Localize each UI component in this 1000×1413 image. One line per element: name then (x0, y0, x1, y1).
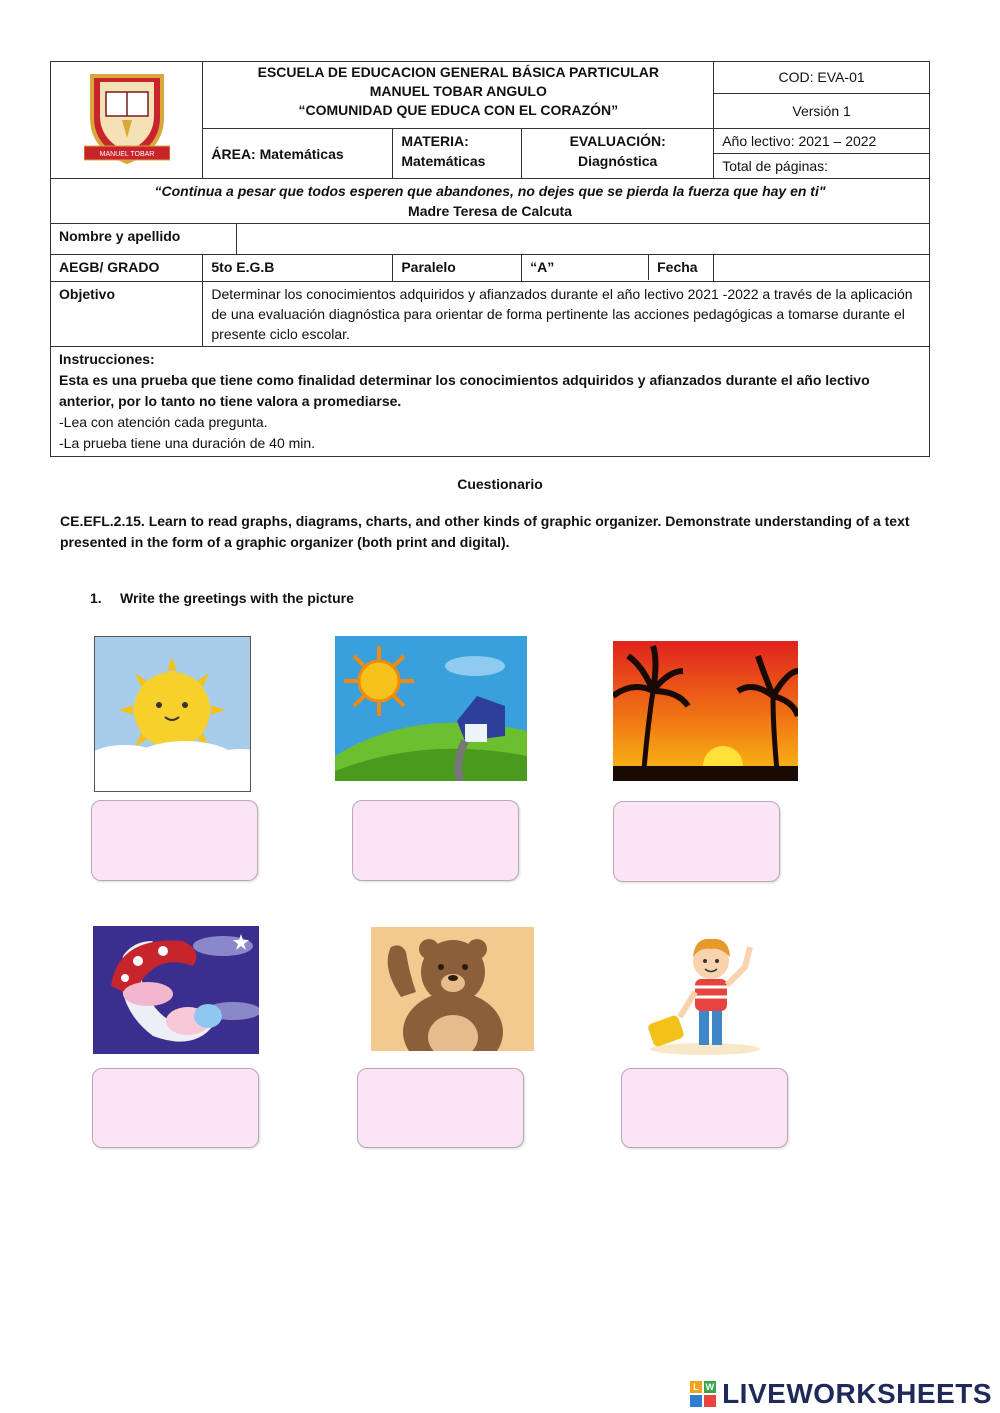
liveworksheets-brand (690, 1378, 992, 1410)
question-1-title (90, 590, 354, 606)
logo-banner-text: MANUEL TOBAR (99, 150, 155, 158)
school-logo (84, 70, 170, 166)
instrucciones-bold: Esta es una prueba que tiene como finalidad determinar los conocimientos adquiridos y afianzados durante el año lectivo anterior, por lo tanto no tiene valora a promediarse. (59, 372, 870, 409)
quote-text: “Continua a pesar que todos esperen que abandones, no dejes que se pierda la fuerza que hay en ti" (154, 183, 826, 199)
objetivo-label: Objetivo (51, 282, 203, 347)
picture-boy-goodbye (645, 927, 767, 1055)
doc-code: COD: EVA-01 (714, 62, 929, 94)
competence-text: CE.EFL.2.15. Learn to read graphs, diagrams, charts, and other kinds of graphic organizer. Demonstrate understanding of a text presented in the form of a graphic organizer (both print and digital). (60, 513, 910, 550)
picture-morning-sun (94, 636, 251, 792)
answer-box-6[interactable] (621, 1068, 788, 1148)
liveworksheets-wordmark: LIVEWORKSHEETS (722, 1378, 992, 1409)
quote-cell (51, 179, 930, 224)
section-title: Cuestionario (457, 476, 543, 492)
evaluacion-value: Diagnóstica (577, 153, 658, 169)
school-name-cell (203, 62, 714, 129)
area-cell (203, 129, 393, 179)
instruccion-2: -La prueba tiene una duración de 40 min. (59, 435, 316, 451)
picture-afternoon-house (335, 636, 527, 781)
picture-night-moon (93, 926, 259, 1054)
answer-box-3[interactable] (613, 801, 780, 882)
answer-box-5[interactable] (357, 1068, 524, 1148)
materia-value: Matemáticas (401, 153, 486, 169)
paralelo-label: Paralelo (393, 255, 522, 282)
materia-label: MATERIA: (401, 133, 469, 149)
evaluacion-label: EVALUACIÓN: (569, 133, 666, 149)
instrucciones-cell (51, 347, 930, 457)
question-1-text: Write the greetings with the picture (120, 590, 354, 606)
paralelo-value: “A” (522, 255, 649, 280)
answer-box-2[interactable] (352, 800, 519, 881)
instrucciones-label: Instrucciones: (59, 351, 155, 367)
nombre-label: Nombre y apellido (51, 224, 237, 255)
area-label: ÁREA: Matemáticas (211, 145, 344, 162)
evaluacion-cell (522, 129, 714, 179)
fecha-label: Fecha (657, 259, 698, 275)
materia-cell (393, 129, 522, 179)
doc-version: Versión 1 (792, 103, 851, 119)
nombre-field[interactable] (236, 224, 929, 255)
paralelo-fecha-cell (522, 255, 714, 282)
total-paginas: Total de páginas: (714, 154, 930, 179)
fecha-field[interactable] (714, 255, 930, 282)
school-name-line1: ESCUELA DE EDUCACION GENERAL BÁSICA PARTICULAR (257, 64, 659, 80)
header-table (50, 61, 930, 457)
answer-box-4[interactable] (92, 1068, 259, 1148)
doc-code-cell (714, 62, 930, 129)
question-1-number: 1. (90, 590, 102, 606)
school-name-line2: MANUEL TOBAR ANGULO (369, 83, 547, 99)
grado-value: 5to E.G.B (203, 255, 393, 282)
answer-box-1[interactable] (91, 800, 258, 881)
school-motto: “COMUNIDAD QUE EDUCA CON EL CORAZÓN” (298, 102, 619, 118)
quote-author: Madre Teresa de Calcuta (408, 203, 572, 219)
instruccion-1: -Lea con atención cada pregunta. (59, 414, 268, 430)
grado-label: AEGB/ GRADO (51, 255, 203, 282)
school-logo-cell (51, 62, 203, 179)
liveworksheets-logo-icon: L W (690, 1381, 716, 1407)
objetivo-text: Determinar los conocimientos adquiridos y afianzados durante el año lectivo 2021 -2022 a través de la aplicación de una evaluación diagnóstica para orientar de forma pertinente las acciones pedagógicas a tomarse durante el presente ciclo escolar. (203, 282, 930, 347)
anio-lectivo: Año lectivo: 2021 – 2022 (714, 129, 930, 154)
picture-sunset-palms (613, 641, 798, 781)
picture-waving-bear (371, 927, 534, 1051)
